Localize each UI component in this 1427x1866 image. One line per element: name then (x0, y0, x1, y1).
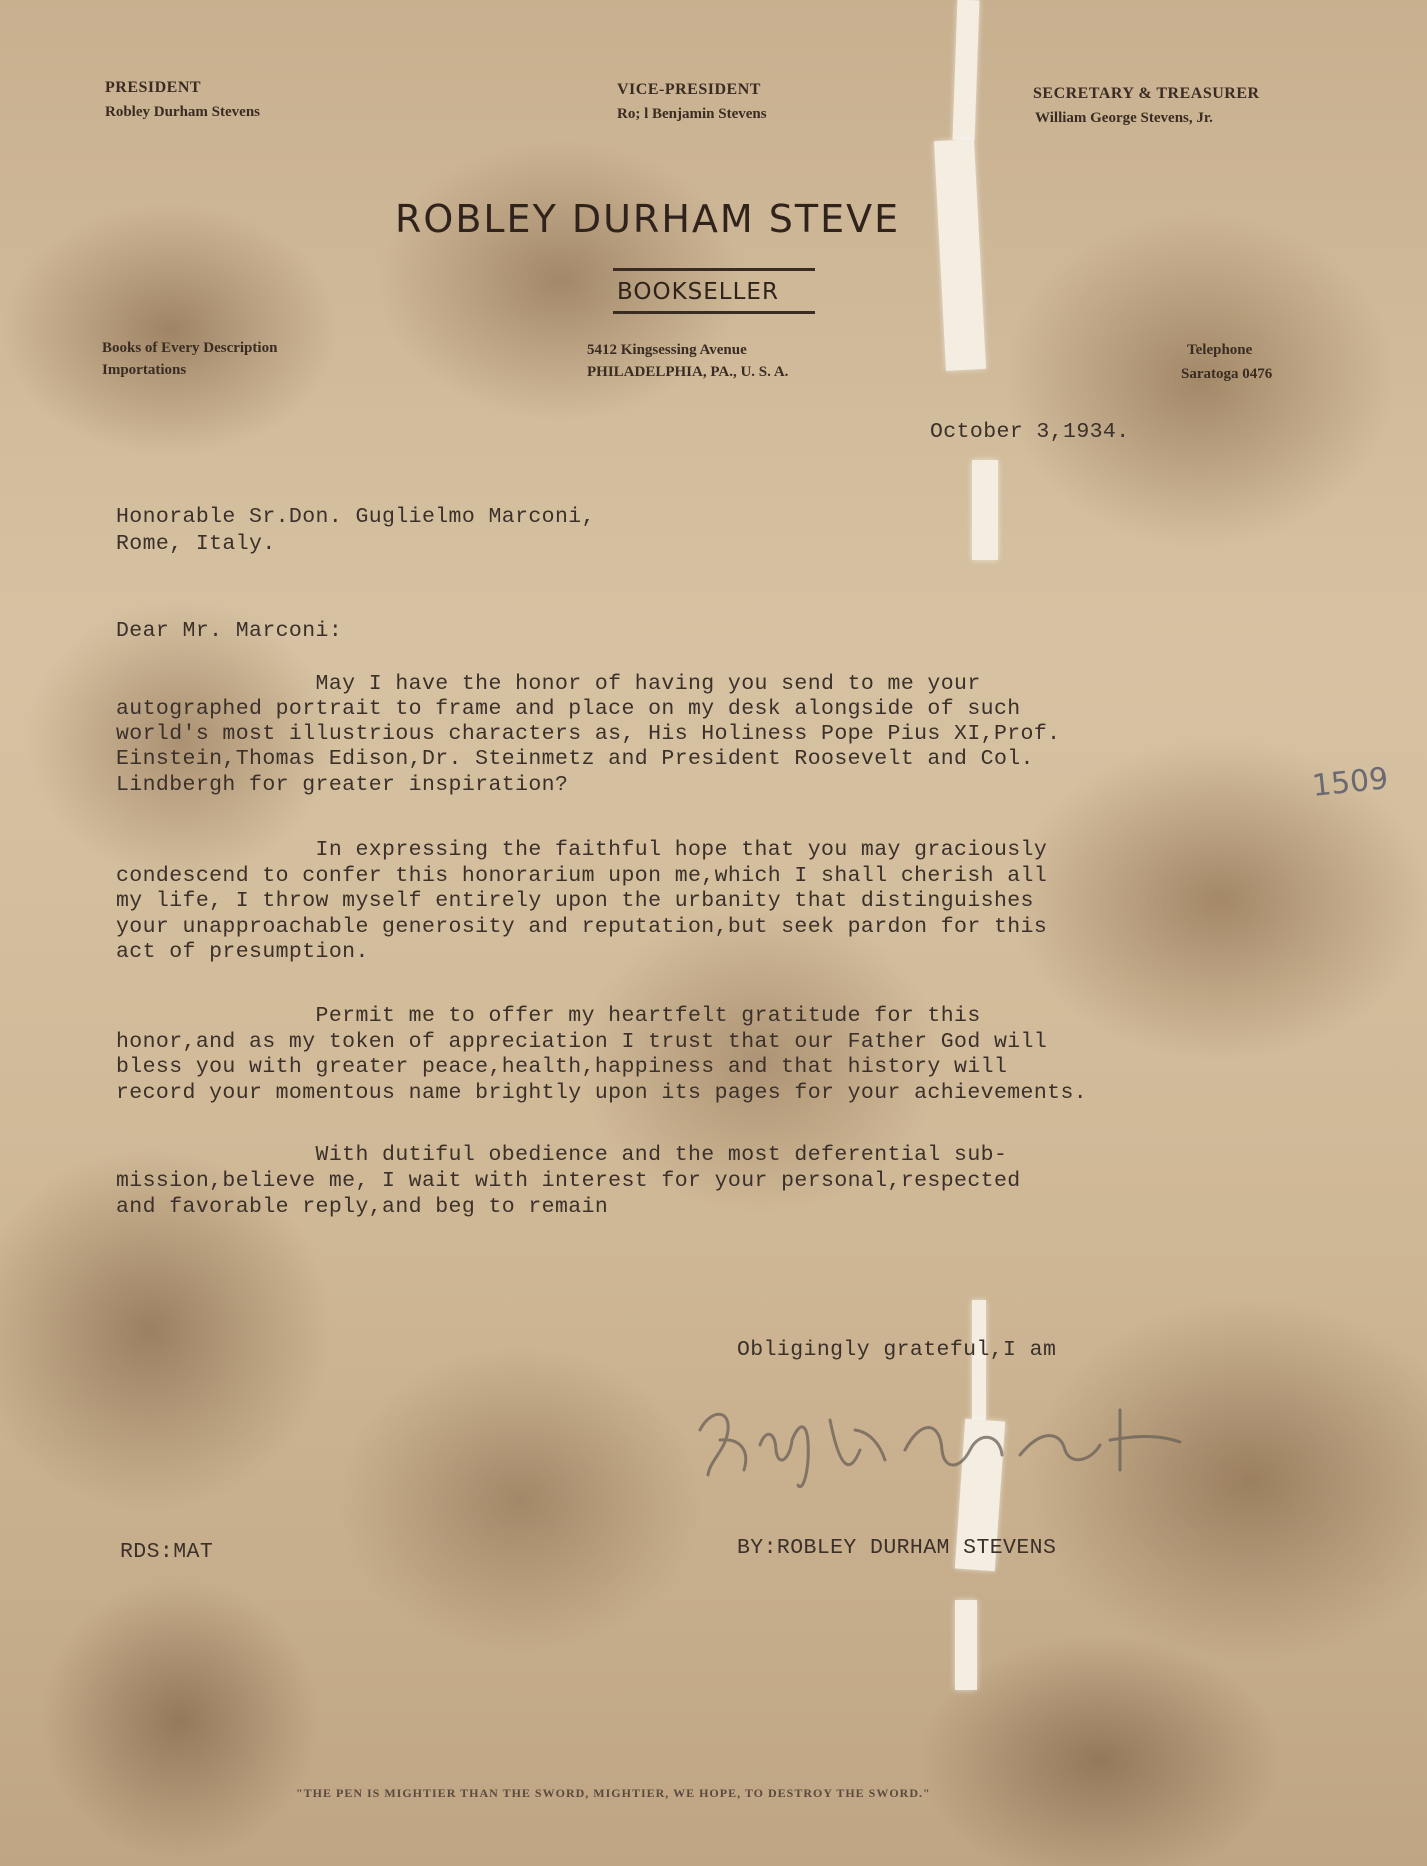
paragraph-2-line-3: my life, I throw myself entirely upon the urbanity that distinguishes (116, 889, 1034, 913)
recipient-line-1: Honorable Sr.Don. Guglielmo Marconi, (116, 505, 595, 529)
address-line-2: PHILADELPHIA, PA., U. S. A. (587, 364, 789, 380)
paragraph-4-line-1: With dutiful obedience and the most deferential sub- (116, 1143, 1008, 1167)
address-line-1: 5412 Kingsessing Avenue (587, 342, 747, 358)
paragraph-3-line-2: honor,and as my token of appreciation I trust that our Father God will (116, 1030, 1048, 1054)
president-role: PRESIDENT (105, 79, 202, 96)
secretary-name: William George Stevens, Jr. (1035, 110, 1213, 126)
business-line-2: Importations (102, 362, 187, 378)
paragraph-1-line-2: autographed portrait to frame and place on my desk alongside of such (116, 697, 1021, 721)
typist-initials: RDS:MAT (120, 1540, 214, 1564)
paragraph-1-line-4: Einstein,Thomas Edison,Dr. Steinmetz and President Roosevelt and Col. (116, 747, 1034, 771)
recipient-line-2: Rome, Italy. (116, 532, 276, 556)
subtitle-rule-top (613, 268, 815, 271)
handwritten-signature (680, 1390, 1200, 1500)
firm-name: ROBLEY DURHAM STEVE (395, 197, 901, 241)
signature-block: BY:ROBLEY DURHAM STEVENS (737, 1536, 1057, 1560)
paragraph-2-line-4: your unapproachable generosity and reputation,but seek pardon for this (116, 915, 1048, 939)
torn-strip-3 (972, 460, 998, 560)
paragraph-3-line-1: Permit me to offer my heartfelt gratitude for this (116, 1004, 981, 1028)
president-name: Robley Durham Stevens (105, 104, 261, 120)
torn-strip-2 (934, 139, 986, 371)
paragraph-3-line-3: bless you with greater peace,health,happiness and that history will (116, 1055, 1008, 1079)
paragraph-1-line-3: world's most illustrious characters as, His Holiness Pope Pius XI,Prof. (116, 722, 1061, 746)
paragraph-1-line-1: May I have the honor of having you send to me your (116, 672, 981, 696)
paragraph-2-line-5: act of presumption. (116, 940, 369, 964)
paragraph-3-line-4: record your momentous name brightly upon its pages for your achievements. (116, 1081, 1088, 1105)
paragraph-1-line-5: Lindbergh for greater inspiration? (116, 773, 569, 797)
torn-strip-1 (953, 0, 980, 140)
secretary-role: SECRETARY & TREASURER (1033, 85, 1260, 102)
paragraph-2-line-2: condescend to confer this honorarium upon me,which I shall cherish all (116, 864, 1048, 888)
complimentary-close: Obligingly grateful,I am (737, 1338, 1057, 1362)
torn-strip-6 (955, 1600, 977, 1690)
vice-president-name: Ro; l Benjamin Stevens (617, 106, 767, 122)
subtitle-rule-bottom (613, 311, 815, 314)
firm-subtitle: BOOKSELLER (617, 279, 779, 305)
letterhead-motto: "THE PEN IS MIGHTIER THAN THE SWORD, MIGHTIER, WE HOPE, TO DESTROY THE SWORD." (296, 1786, 931, 1800)
business-line-1: Books of Every Description (102, 340, 278, 356)
vice-president-role: VICE-PRESIDENT (617, 81, 761, 98)
salutation: Dear Mr. Marconi: (116, 619, 343, 643)
telephone-number: Saratoga 0476 (1181, 366, 1273, 382)
paragraph-4-line-2: mission,believe me, I wait with interest for your personal,respected (116, 1169, 1021, 1193)
pencil-catalog-number: 1509 (1310, 761, 1390, 804)
telephone-label: Telephone (1187, 342, 1253, 358)
paragraph-2-line-1: In expressing the faithful hope that you may graciously (116, 838, 1048, 862)
paragraph-4-line-3: and favorable reply,and beg to remain (116, 1195, 609, 1219)
letter-date: October 3,1934. (930, 420, 1130, 444)
